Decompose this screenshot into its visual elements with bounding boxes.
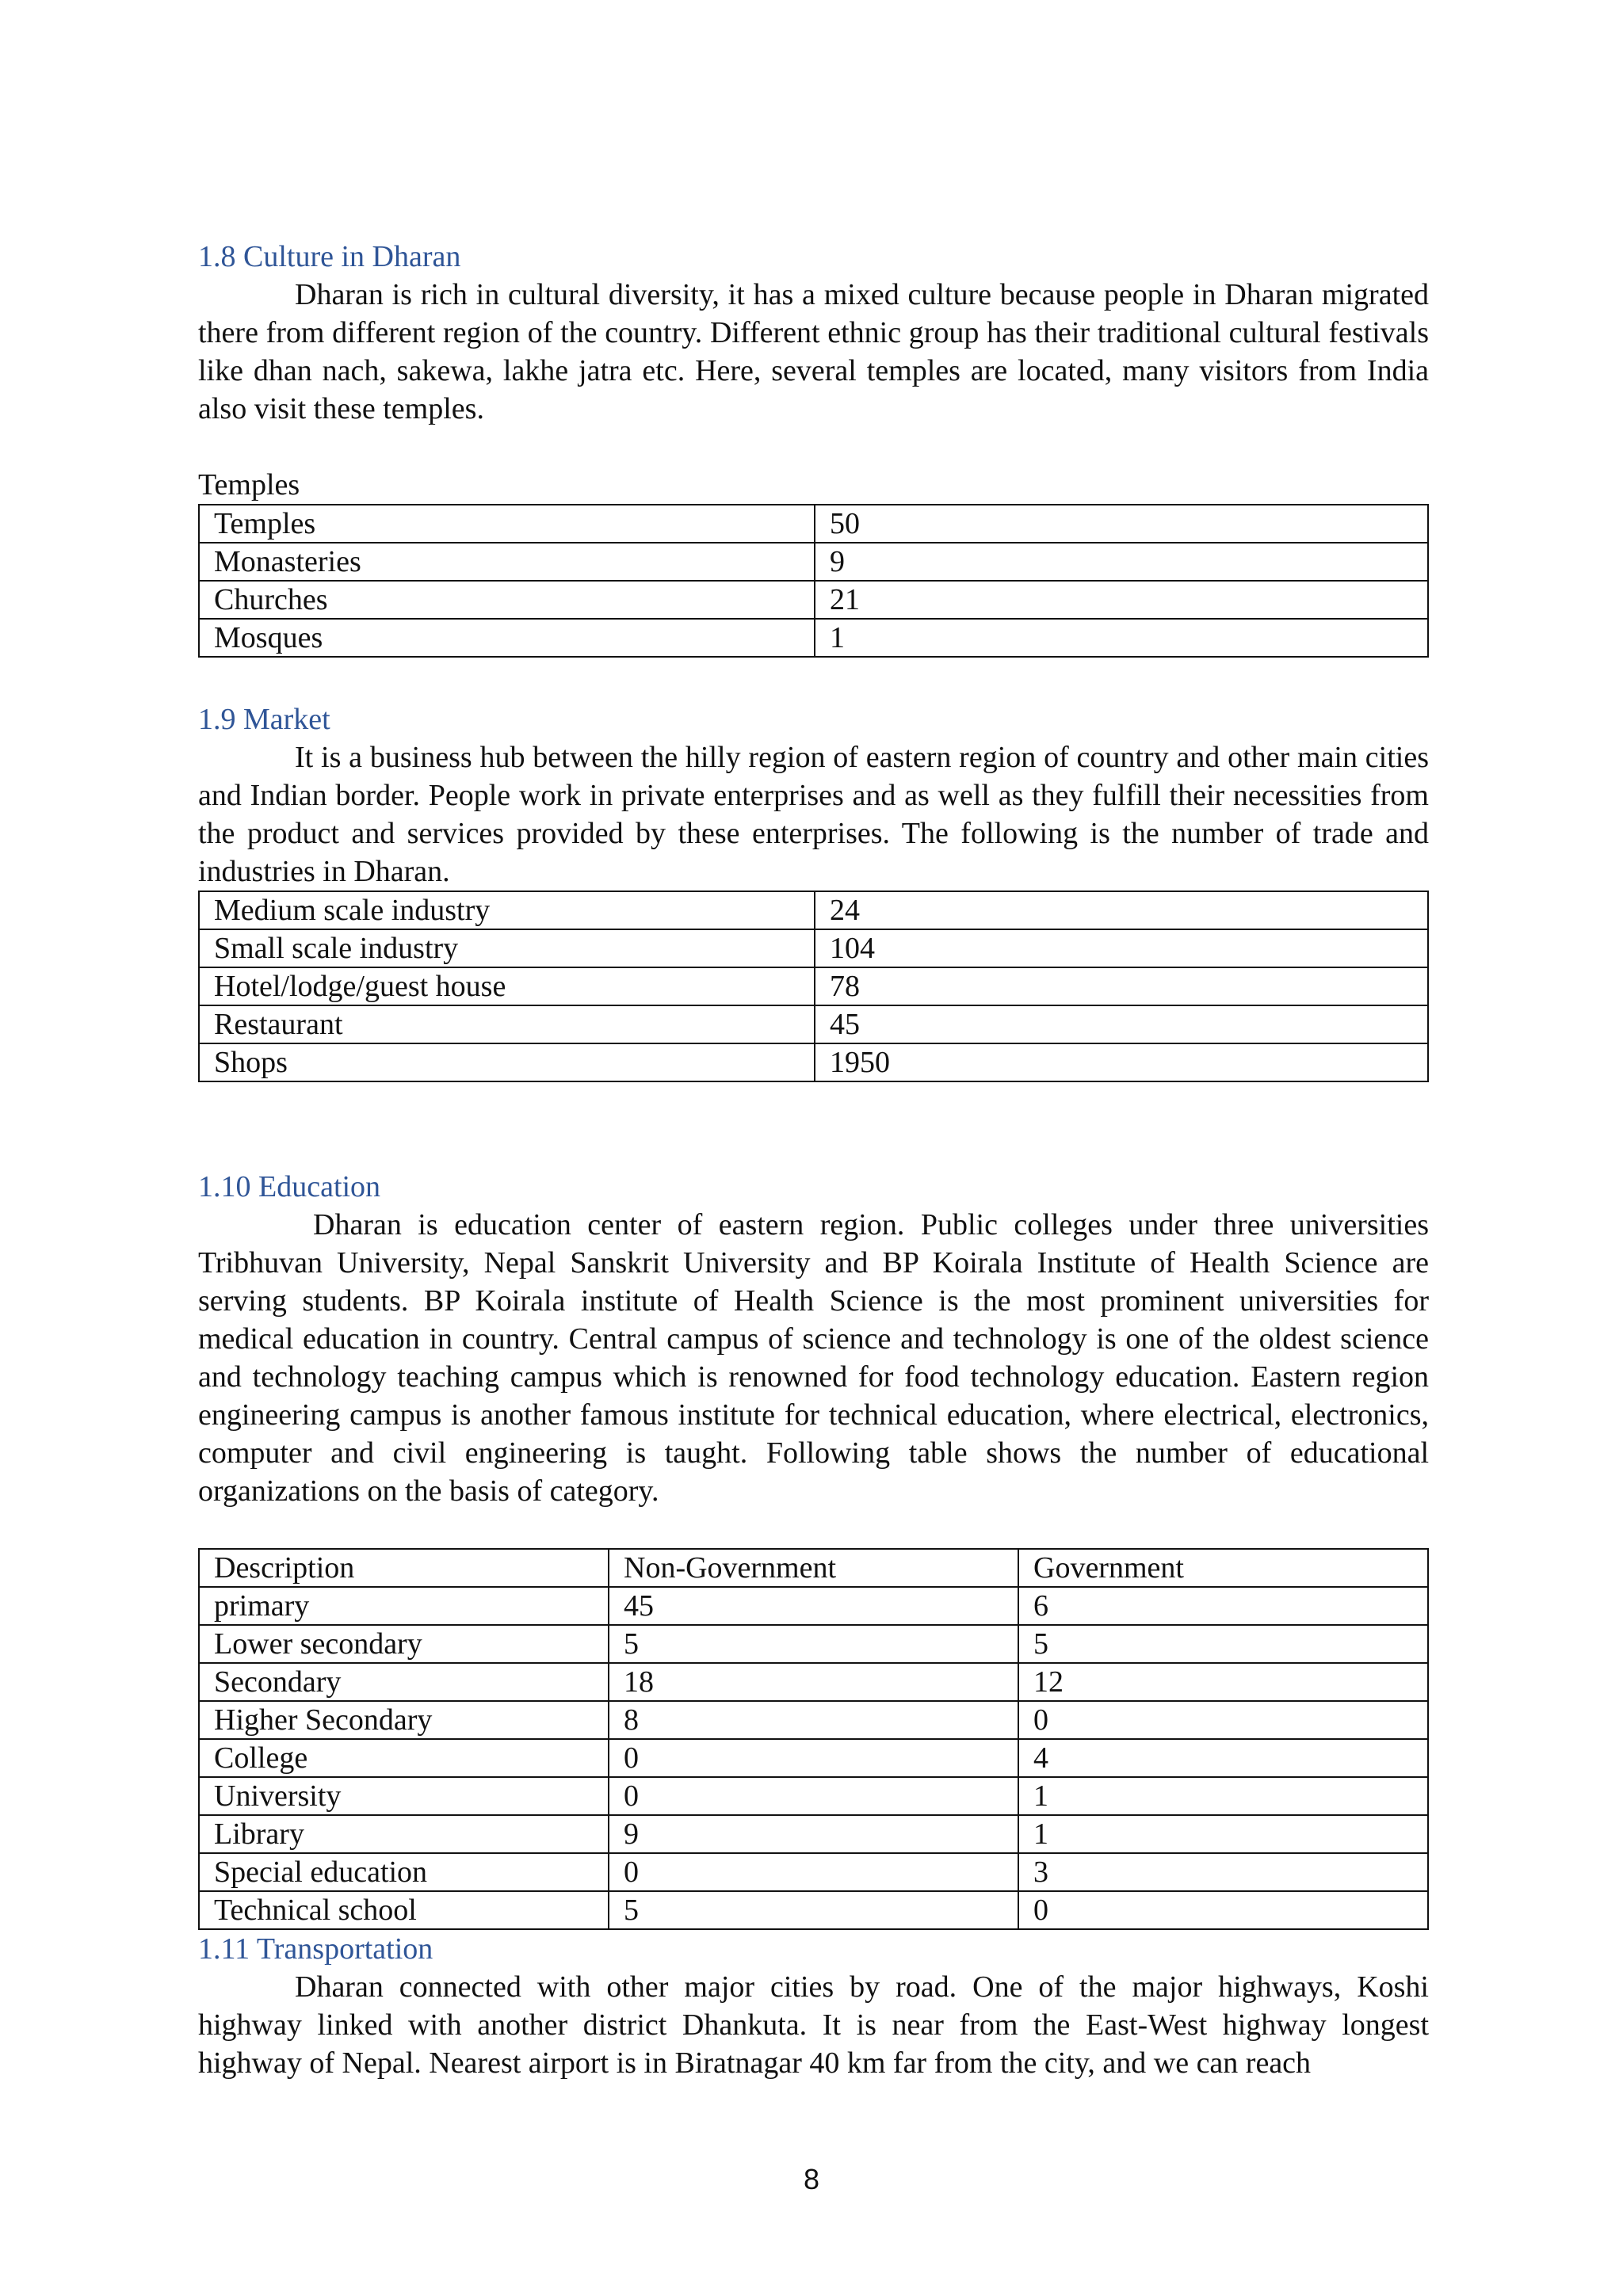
table-row (199, 543, 1428, 581)
table-cell-label: Shops (199, 1043, 815, 1081)
table-cell-government: 6 (1018, 1587, 1428, 1625)
table-cell-non-government: 18 (609, 1663, 1018, 1701)
table-cell-government: 1 (1018, 1777, 1428, 1815)
table-row (199, 1701, 1428, 1739)
market-paragraph: It is a business hub between the hilly region of eastern region of country and other main cities and Indian border. People work in private enterprises and as well as they fulfill their necessities from the product and services provided by these enterprises. The following is the number of trade and industries in Dharan. (198, 741, 1429, 888)
column-header-government: Government (1018, 1549, 1428, 1587)
table-cell-label: Churches (199, 581, 815, 619)
section-heading-culture: 1.8 Culture in Dharan (198, 240, 461, 273)
table-cell-non-government: 0 (609, 1739, 1018, 1777)
table-cell-description: primary (199, 1587, 609, 1625)
table-cell-value: 24 (815, 891, 1428, 929)
table-row (199, 967, 1428, 1005)
transportation-paragraph: Dharan connected with other major cities by road. One of the major highways, Koshi highway linked with another district Dhankuta. It is near from the East-West highway longest highway of Nepal. Nearest airport is in Biratnagar 40 km far from the city, and we can reach (198, 1970, 1429, 2080)
market-table (198, 891, 1429, 1082)
table-cell-government: 4 (1018, 1739, 1428, 1777)
table-cell-label: Temples (199, 505, 815, 543)
table-cell-value: 1 (815, 619, 1428, 657)
education-table (198, 1548, 1429, 1930)
table-cell-government: 5 (1018, 1625, 1428, 1663)
table-cell-description: Library (199, 1815, 609, 1853)
column-header-description: Description (199, 1549, 609, 1587)
table-cell-label: Monasteries (199, 543, 815, 581)
section-heading-transportation: 1.11 Transportation (198, 1932, 433, 1966)
table-cell-non-government: 45 (609, 1587, 1018, 1625)
table-row (199, 1663, 1428, 1701)
temples-table (198, 504, 1429, 658)
table-cell-value: 45 (815, 1005, 1428, 1043)
table-cell-non-government: 5 (609, 1625, 1018, 1663)
table-cell-non-government: 8 (609, 1701, 1018, 1739)
table-header-row (199, 1549, 1428, 1587)
table-cell-non-government: 0 (609, 1777, 1018, 1815)
section-heading-market: 1.9 Market (198, 703, 330, 736)
table-cell-label: Restaurant (199, 1005, 815, 1043)
table-cell-description: Lower secondary (199, 1625, 609, 1663)
table-row (199, 619, 1428, 657)
table-cell-description: Technical school (199, 1891, 609, 1929)
table-cell-value: 78 (815, 967, 1428, 1005)
table-row (199, 1891, 1428, 1929)
table-cell-label: Small scale industry (199, 929, 815, 967)
table-cell-non-government: 9 (609, 1815, 1018, 1853)
table-cell-government: 1 (1018, 1815, 1428, 1853)
table-cell-description: Higher Secondary (199, 1701, 609, 1739)
table-cell-government: 12 (1018, 1663, 1428, 1701)
table-cell-description: Secondary (199, 1663, 609, 1701)
table-row (199, 505, 1428, 543)
page-number: 8 (803, 2163, 820, 2195)
table-row (199, 891, 1428, 929)
table-cell-description: University (199, 1777, 609, 1815)
table-cell-value: 1950 (815, 1043, 1428, 1081)
table-row (199, 1739, 1428, 1777)
table-cell-description: College (199, 1739, 609, 1777)
table-row (199, 1853, 1428, 1891)
table-cell-value: 21 (815, 581, 1428, 619)
table-cell-non-government: 0 (609, 1853, 1018, 1891)
table-row (199, 929, 1428, 967)
table-row (199, 1815, 1428, 1853)
table-cell-government: 0 (1018, 1891, 1428, 1929)
table-row (199, 1587, 1428, 1625)
table-cell-label: Mosques (199, 619, 815, 657)
table-cell-label: Medium scale industry (199, 891, 815, 929)
table-cell-government: 0 (1018, 1701, 1428, 1739)
table-row (199, 1625, 1428, 1663)
page-content (198, 238, 1429, 2082)
temples-table-caption: Temples (198, 468, 300, 502)
education-paragraph: Dharan is education center of eastern region. Public colleges under three universities Tribhuvan University, Nepal Sanskrit University and BP Koirala Institute of Health Science are serving students. BP Koirala institute of Health Science is the most prominent universities for medical education in country. Central campus of science and technology is one of the oldest science and technology teaching campus which is renowned for food technology education. Eastern region engineering campus is another famous institute for technical education, where electrical, electronics, computer and civil engineering is taught. Following table shows the number of educational organizations on the basis of category. (198, 1208, 1429, 1508)
table-cell-label: Hotel/lodge/guest house (199, 967, 815, 1005)
culture-paragraph: Dharan is rich in cultural diversity, it has a mixed culture because people in Dharan migrated there from different region of the country. Different ethnic group has their traditional cultural festivals like dhan nach, sakewa, lakhe jatra etc. Here, several temples are located, many visitors from India also visit these temples. (198, 278, 1429, 425)
table-cell-value: 50 (815, 505, 1428, 543)
table-row (199, 1005, 1428, 1043)
table-row (199, 1777, 1428, 1815)
table-cell-description: Special education (199, 1853, 609, 1891)
table-cell-value: 104 (815, 929, 1428, 967)
table-row (199, 581, 1428, 619)
column-header-non-government: Non-Government (609, 1549, 1018, 1587)
table-cell-value: 9 (815, 543, 1428, 581)
table-cell-non-government: 5 (609, 1891, 1018, 1929)
table-cell-government: 3 (1018, 1853, 1428, 1891)
section-heading-education: 1.10 Education (198, 1170, 381, 1203)
table-row (199, 1043, 1428, 1081)
